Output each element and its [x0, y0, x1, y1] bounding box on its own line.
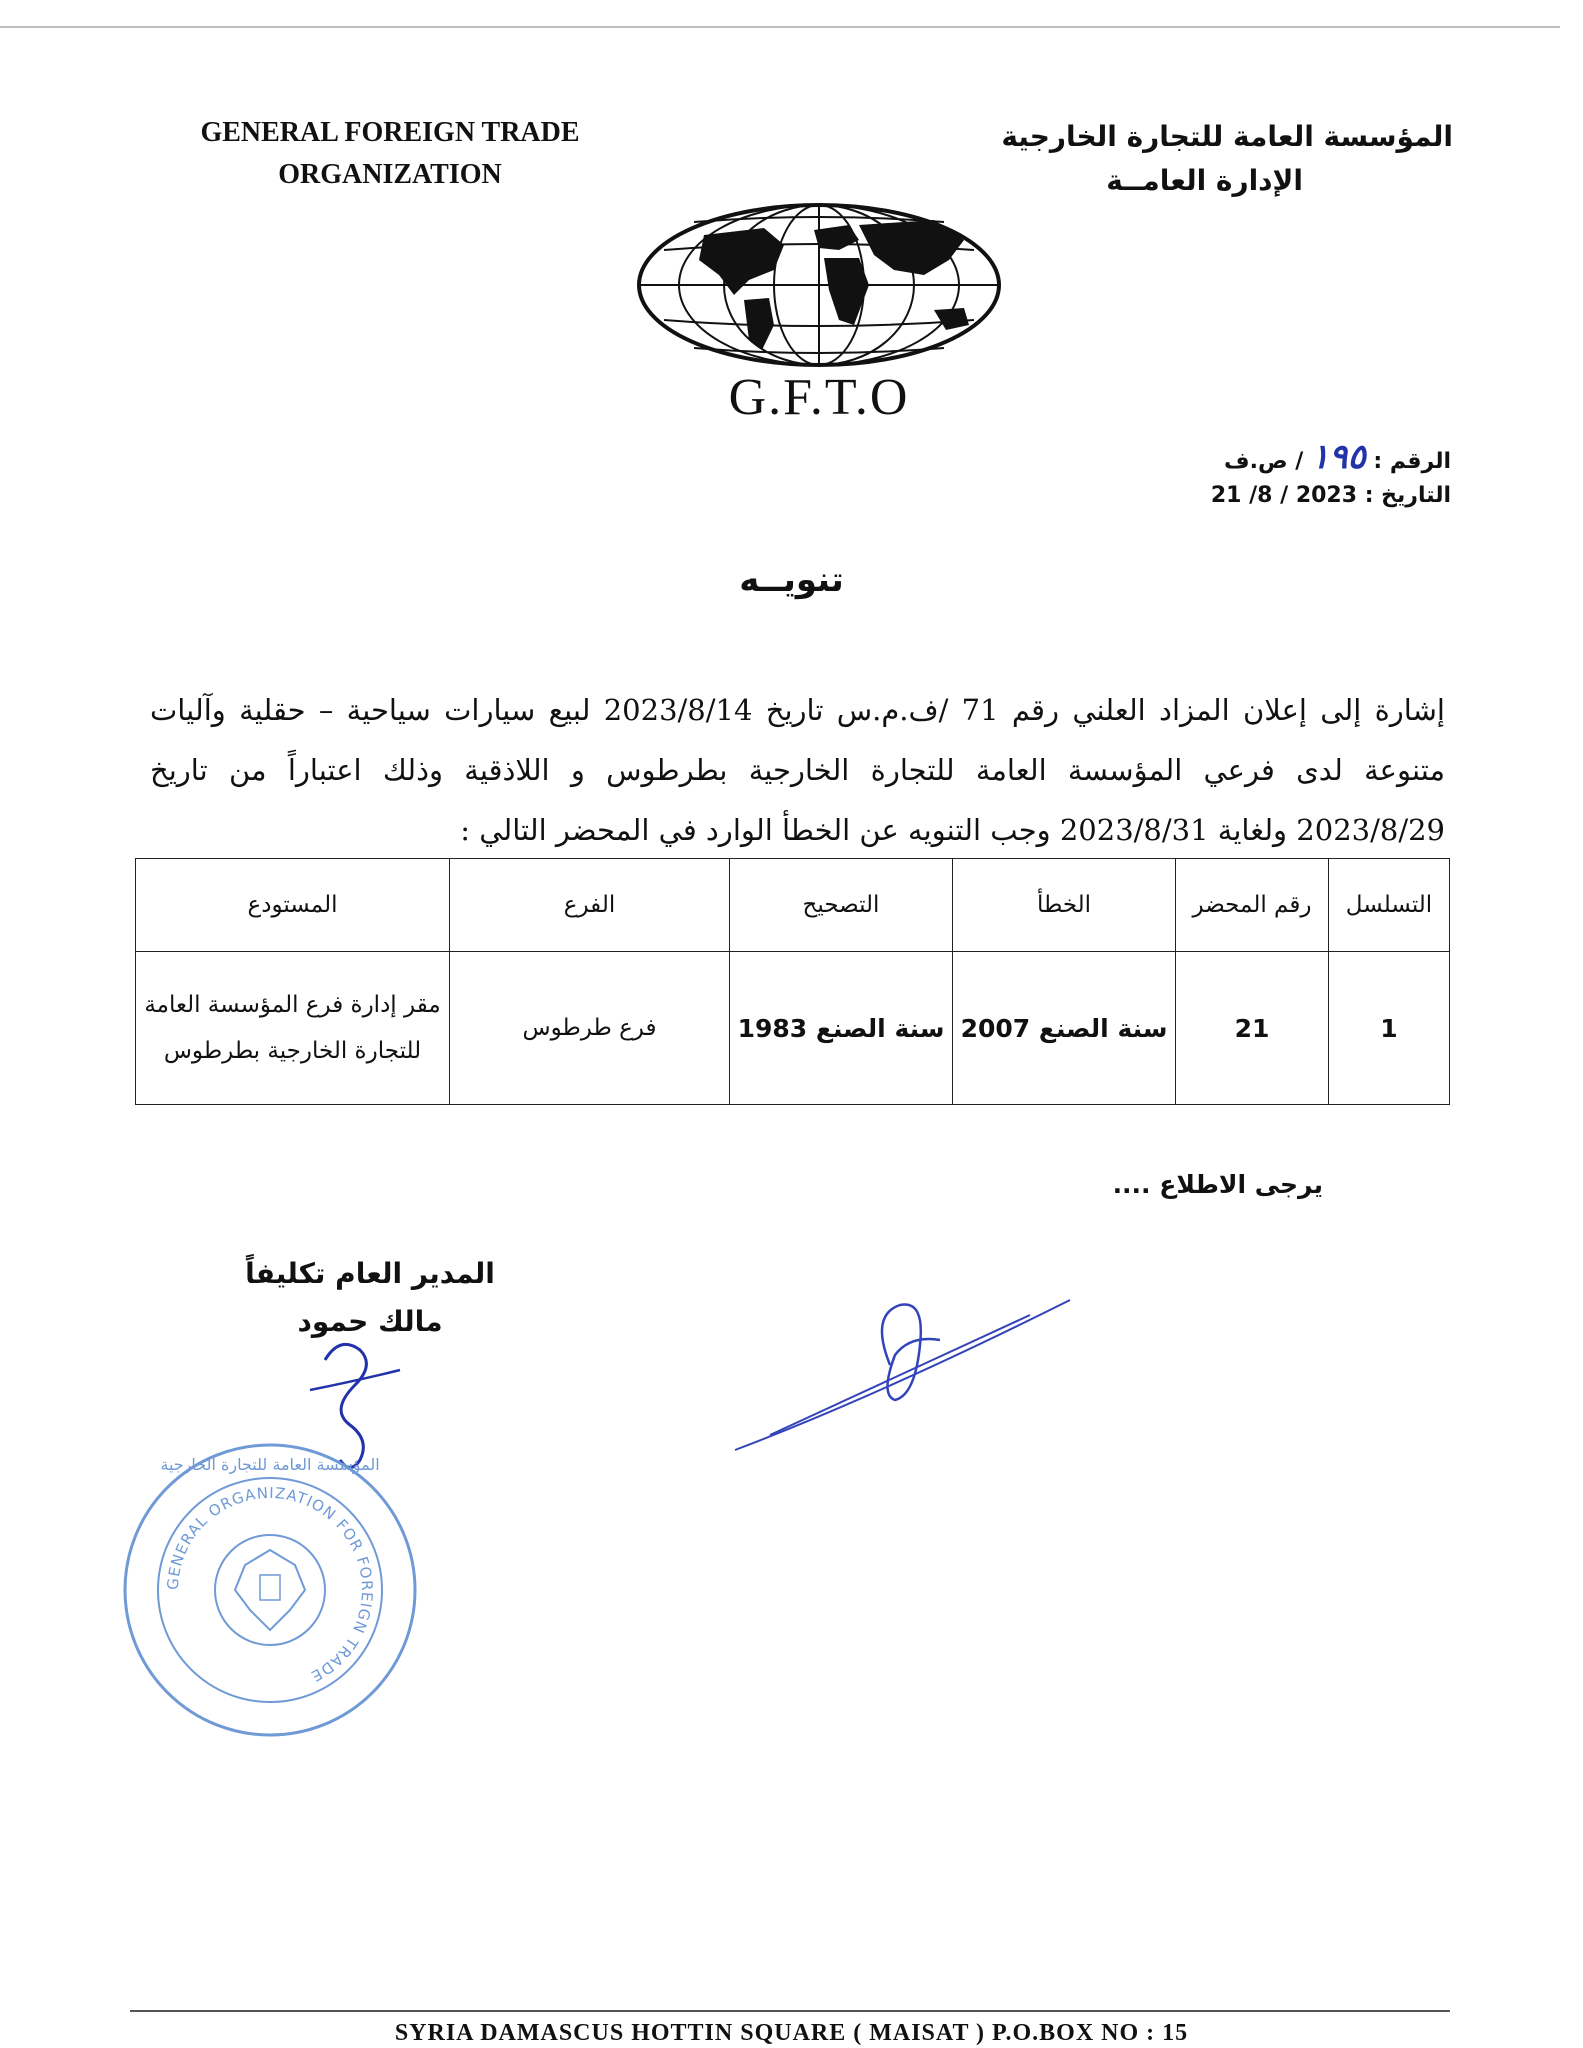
notice-body-text: إشارة إلى إعلان المزاد العلني رقم 71 /ف.م.س تاريخ 2023/8/14 لبيع سيارات سياحية – حقلية وآليات متنوعة لدى فرعي المؤسسة العامة للتجارة الخارجية بطرطوس و اللاذقية وذلك اعتباراً من تاريخ 2023/8/29 ولغاية 2023/8/31 وجب التنويه عن الخطأ الوارد في المحضر التالي :	[150, 693, 1445, 847]
arabic-header-line2: الإدارة العامــة	[1106, 164, 1303, 197]
reference-date-value: 2023 / 8/ 21	[1210, 483, 1358, 508]
cell-correction: سنة الصنع 1983	[730, 952, 953, 1105]
signer-title: المدير العام تكليفاً	[245, 1257, 495, 1290]
closing-line: يرجى الاطلاع ....	[1112, 1170, 1323, 1199]
cell-warehouse: مقر إدارة فرع المؤسسة العامة للتجارة الخارجية بطرطوس	[136, 952, 450, 1105]
table-header-row	[136, 859, 1450, 952]
column-header-serial: التسلسل	[1329, 859, 1450, 952]
reference-number-value: ١٩٥	[1310, 437, 1366, 477]
cell-record-number: 21	[1176, 952, 1329, 1105]
english-header-line2: ORGANIZATION	[278, 159, 502, 190]
eagle-emblem-icon	[235, 1550, 305, 1630]
logo-acronym: G.F.T.O	[728, 369, 910, 426]
column-header-correction: التصحيح	[730, 859, 953, 952]
reference-number-suffix: / ص.ف	[1224, 449, 1304, 474]
arabic-header-line1: المؤسسة العامة للتجارة الخارجية	[1001, 120, 1453, 153]
footer-rule	[130, 2010, 1450, 2012]
cell-error: سنة الصنع 2007	[953, 952, 1176, 1105]
reference-number-line	[1091, 437, 1451, 479]
english-org-header	[150, 112, 630, 196]
column-header-record-number: رقم المحضر	[1176, 859, 1329, 952]
top-rule	[0, 26, 1560, 28]
official-stamp-seal	[115, 1440, 425, 1740]
column-header-branch: الفرع	[450, 859, 730, 952]
column-header-warehouse: المستودع	[136, 859, 450, 952]
footer-address: SYRIA DAMASCUS HOTTIN SQUARE ( MAISAT ) P.O.BOX NO : 15	[394, 2020, 1189, 2046]
seal-inner-text: GENERAL ORGANIZATION FOR FOREIGN TRADE	[163, 1483, 377, 1686]
cell-serial: 1	[1329, 952, 1450, 1105]
cell-branch: فرع طرطوس	[450, 952, 730, 1105]
column-header-error: الخطأ	[953, 859, 1176, 952]
handwritten-initials-icon	[730, 1285, 1080, 1460]
reference-block	[1091, 437, 1451, 513]
reference-date-label: التاريخ :	[1364, 483, 1451, 508]
reference-number-label: الرقم :	[1373, 449, 1451, 474]
signer-name: مالك حمود	[297, 1305, 443, 1338]
reference-date-line	[1091, 479, 1451, 513]
correction-table	[135, 858, 1450, 1105]
table-row	[136, 952, 1450, 1105]
svg-text:GENERAL ORGANIZATION FOR FOREI	[164, 1484, 376, 1686]
document-title: تنويــه	[739, 560, 844, 600]
arabic-org-header	[933, 115, 1453, 203]
globe-logo-icon	[634, 200, 1004, 370]
seal-outer-text: المؤسسة العامة للتجارة الخارجية	[160, 1455, 380, 1474]
english-header-line1: GENERAL FOREIGN TRADE	[200, 117, 580, 148]
